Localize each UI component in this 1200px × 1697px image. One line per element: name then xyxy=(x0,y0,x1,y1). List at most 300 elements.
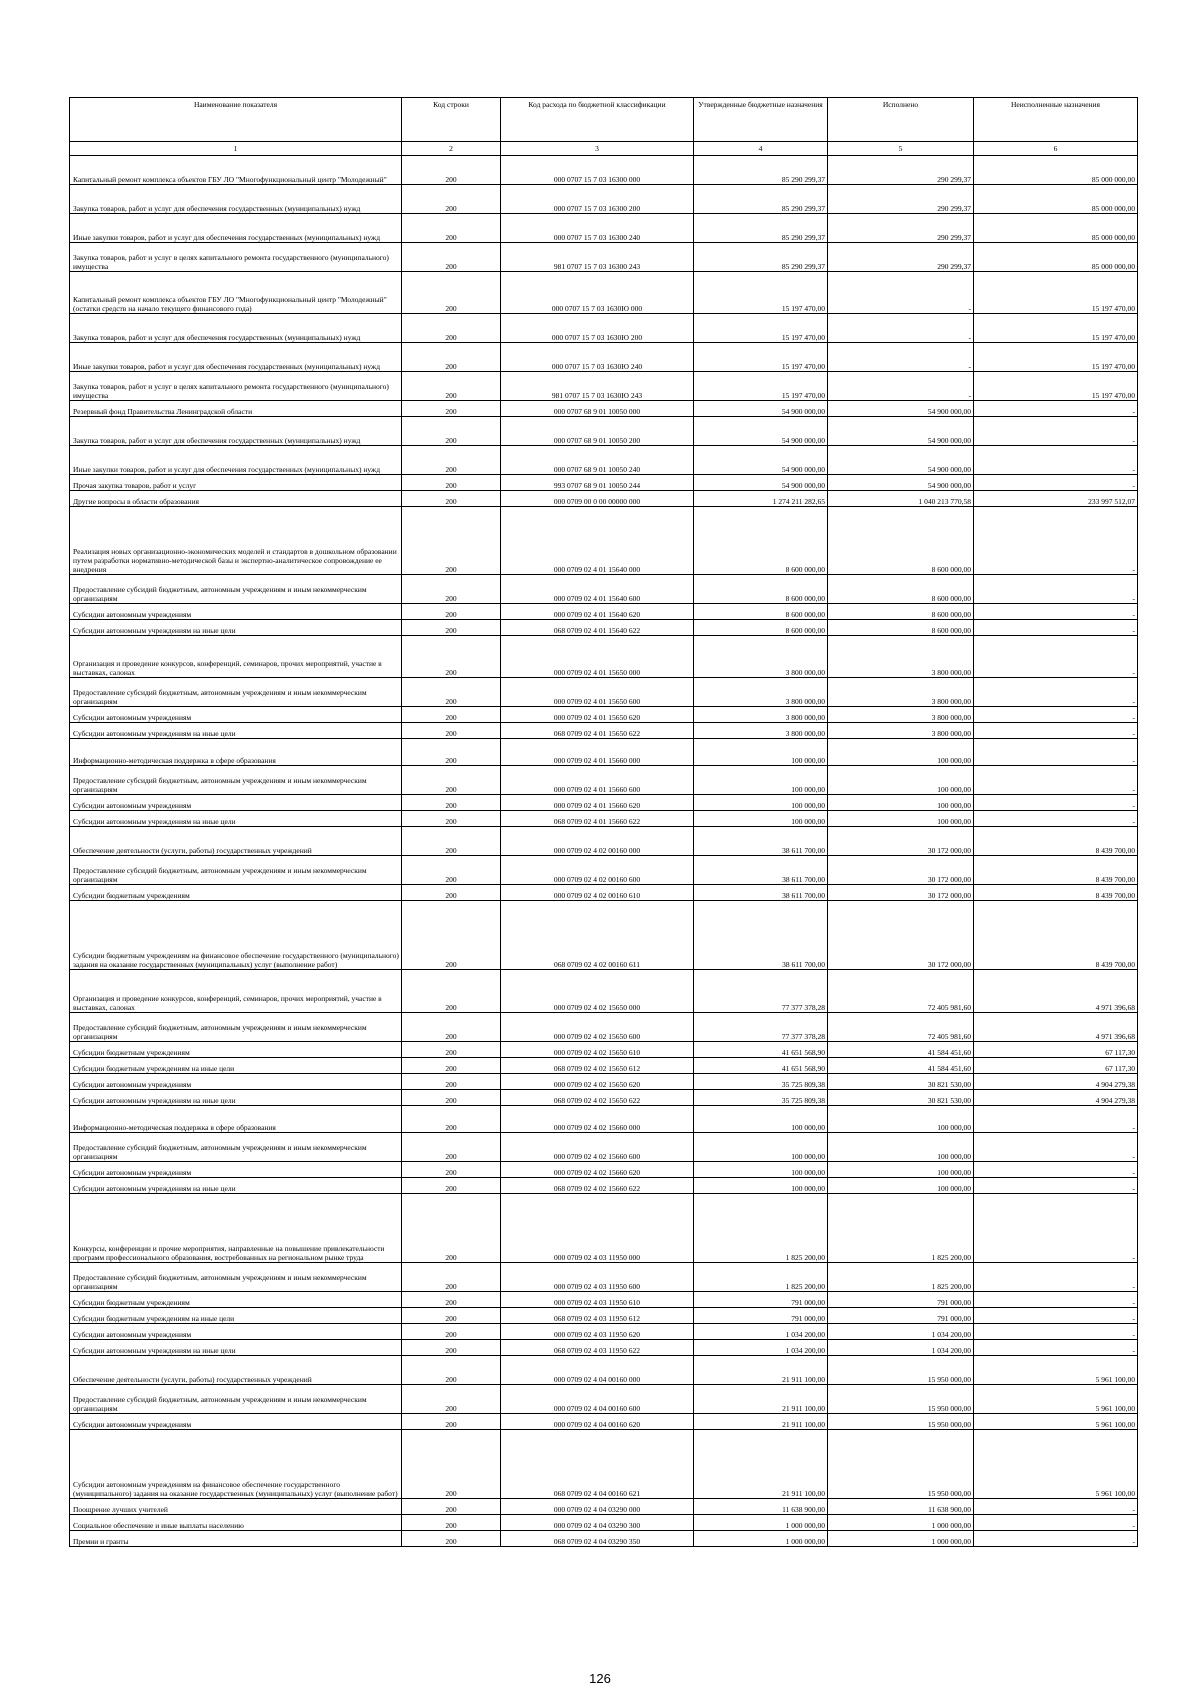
cell-unexecuted: 8 439 700,00 xyxy=(974,856,1138,885)
table-row xyxy=(70,475,1138,491)
cell-code: 200 xyxy=(402,343,501,372)
cell-unexecuted: 85 000 000,00 xyxy=(974,156,1138,185)
cell-name: Иные закупки товаров, работ и услуг для обеспечения государственных (муниципальных) нужд xyxy=(70,446,402,475)
cell-kbk: 000 0707 15 7 03 16300 200 xyxy=(501,185,694,214)
cell-name: Организация и проведение конкурсов, конференций, семинаров, прочих мероприятий, участие в выставках, салонах xyxy=(70,636,402,678)
cell-approved: 8 600 000,00 xyxy=(694,620,828,636)
cell-unexecuted: - xyxy=(974,1162,1138,1178)
table-row xyxy=(70,970,1138,1013)
cell-code: 200 xyxy=(402,1178,501,1194)
table-row xyxy=(70,766,1138,795)
cell-code: 200 xyxy=(402,1058,501,1074)
cell-code: 200 xyxy=(402,475,501,491)
cell-name: Предоставление субсидий бюджетным, автономным учреждениям и иным некоммерческим организациям xyxy=(70,575,402,604)
cell-executed: 15 950 000,00 xyxy=(828,1356,974,1385)
cell-approved: 21 911 100,00 xyxy=(694,1356,828,1385)
cell-executed: 290 299,37 xyxy=(828,156,974,185)
table-row xyxy=(70,604,1138,620)
cell-approved: 100 000,00 xyxy=(694,739,828,766)
cell-approved: 11 638 900,00 xyxy=(694,1499,828,1515)
cell-executed: 54 900 000,00 xyxy=(828,475,974,491)
cell-executed: 41 584 451,60 xyxy=(828,1042,974,1058)
header-executed: Исполнено xyxy=(828,98,974,142)
page-number: 126 xyxy=(589,1671,611,1686)
cell-executed: 100 000,00 xyxy=(828,1106,974,1133)
table-row xyxy=(70,885,1138,901)
cell-code: 200 xyxy=(402,314,501,343)
table-row xyxy=(70,1292,1138,1308)
table-row xyxy=(70,1013,1138,1042)
cell-kbk: 000 0709 02 4 03 11950 600 xyxy=(501,1263,694,1292)
cell-approved: 85 290 299,37 xyxy=(694,156,828,185)
cell-unexecuted: 5 961 100,00 xyxy=(974,1356,1138,1385)
cell-executed: 1 034 200,00 xyxy=(828,1340,974,1356)
cell-executed: - xyxy=(828,272,974,314)
cell-code: 200 xyxy=(402,1090,501,1106)
cell-approved: 41 651 568,90 xyxy=(694,1042,828,1058)
column-number: 3 xyxy=(501,142,694,156)
cell-unexecuted: - xyxy=(974,795,1138,811)
cell-code: 200 xyxy=(402,739,501,766)
column-number: 5 xyxy=(828,142,974,156)
cell-name: Предоставление субсидий бюджетным, автономным учреждениям и иным некоммерческим организациям xyxy=(70,1385,402,1414)
cell-name: Предоставление субсидий бюджетным, автономным учреждениям и иным некоммерческим организациям xyxy=(70,678,402,707)
cell-unexecuted: 5 961 100,00 xyxy=(974,1430,1138,1499)
cell-code: 200 xyxy=(402,214,501,243)
column-number: 4 xyxy=(694,142,828,156)
cell-unexecuted: 8 439 700,00 xyxy=(974,885,1138,901)
cell-name: Премии и гранты xyxy=(70,1531,402,1547)
cell-name: Капитальный ремонт комплекса объектов ГБУ ЛО "Многофункциональный центр "Молодежный" xyxy=(70,156,402,185)
cell-name: Закупка товаров, работ и услуг для обеспечения государственных (муниципальных) нужд xyxy=(70,417,402,446)
cell-code: 200 xyxy=(402,1499,501,1515)
cell-approved: 1 034 200,00 xyxy=(694,1324,828,1340)
table-row xyxy=(70,636,1138,678)
cell-code: 200 xyxy=(402,1414,501,1430)
cell-executed: 54 900 000,00 xyxy=(828,417,974,446)
cell-name: Субсидии автономным учреждениям xyxy=(70,1074,402,1090)
cell-name: Другие вопросы в области образования xyxy=(70,491,402,507)
cell-approved: 1 825 200,00 xyxy=(694,1263,828,1292)
cell-executed: 1 040 213 770,58 xyxy=(828,491,974,507)
cell-executed: 30 172 000,00 xyxy=(828,827,974,856)
cell-kbk: 068 0709 02 4 02 15650 612 xyxy=(501,1058,694,1074)
cell-approved: 38 611 700,00 xyxy=(694,827,828,856)
cell-code: 200 xyxy=(402,1308,501,1324)
cell-approved: 100 000,00 xyxy=(694,1106,828,1133)
cell-executed: 100 000,00 xyxy=(828,795,974,811)
cell-unexecuted: - xyxy=(974,1263,1138,1292)
table-row xyxy=(70,1308,1138,1324)
cell-unexecuted: 85 000 000,00 xyxy=(974,214,1138,243)
cell-code: 200 xyxy=(402,1340,501,1356)
cell-kbk: 000 0709 02 4 03 11950 620 xyxy=(501,1324,694,1340)
cell-kbk: 068 0709 02 4 01 15650 622 xyxy=(501,723,694,739)
cell-approved: 8 600 000,00 xyxy=(694,575,828,604)
cell-code: 200 xyxy=(402,856,501,885)
cell-code: 200 xyxy=(402,766,501,795)
cell-code: 200 xyxy=(402,636,501,678)
cell-kbk: 000 0709 02 4 02 15660 620 xyxy=(501,1162,694,1178)
cell-unexecuted: - xyxy=(974,678,1138,707)
cell-unexecuted: - xyxy=(974,766,1138,795)
cell-name: Субсидии автономным учреждениям на иные цели xyxy=(70,1178,402,1194)
cell-approved: 21 911 100,00 xyxy=(694,1385,828,1414)
table-row xyxy=(70,1515,1138,1531)
cell-unexecuted: 233 997 512,07 xyxy=(974,491,1138,507)
cell-unexecuted: - xyxy=(974,1340,1138,1356)
cell-unexecuted: - xyxy=(974,811,1138,827)
cell-approved: 100 000,00 xyxy=(694,766,828,795)
cell-kbk: 000 0707 15 7 03 1630Ю 200 xyxy=(501,314,694,343)
cell-executed: 3 800 000,00 xyxy=(828,636,974,678)
cell-name: Капитальный ремонт комплекса объектов ГБУ ЛО "Многофункциональный центр "Молодежный" (остатки средств на начало текущего финансового года) xyxy=(70,272,402,314)
cell-kbk: 000 0709 02 4 02 15650 000 xyxy=(501,970,694,1013)
table-row xyxy=(70,507,1138,575)
cell-approved: 3 800 000,00 xyxy=(694,678,828,707)
cell-unexecuted: - xyxy=(974,401,1138,417)
cell-kbk: 000 0707 15 7 03 16300 000 xyxy=(501,156,694,185)
cell-name: Предоставление субсидий бюджетным, автономным учреждениям и иным некоммерческим организациям xyxy=(70,856,402,885)
cell-approved: 38 611 700,00 xyxy=(694,901,828,970)
cell-unexecuted: 15 197 470,00 xyxy=(974,314,1138,343)
cell-unexecuted: 67 117,30 xyxy=(974,1058,1138,1074)
cell-name: Субсидии автономным учреждениям xyxy=(70,1414,402,1430)
table-row xyxy=(70,1340,1138,1356)
cell-executed: 72 405 981,60 xyxy=(828,1013,974,1042)
cell-kbk: 000 0709 02 4 04 03290 000 xyxy=(501,1499,694,1515)
cell-executed: 290 299,37 xyxy=(828,243,974,272)
table-row xyxy=(70,901,1138,970)
cell-code: 200 xyxy=(402,1042,501,1058)
budget-table xyxy=(69,97,1138,1547)
table-row xyxy=(70,214,1138,243)
cell-name: Обеспечение деятельности (услуги, работы) государственных учреждений xyxy=(70,827,402,856)
table-row xyxy=(70,1106,1138,1133)
cell-unexecuted: 4 971 396,68 xyxy=(974,1013,1138,1042)
cell-code: 200 xyxy=(402,243,501,272)
cell-code: 200 xyxy=(402,1385,501,1414)
column-number-row xyxy=(70,142,1138,156)
cell-kbk: 000 0709 02 4 02 00160 000 xyxy=(501,827,694,856)
cell-kbk: 068 0709 02 4 03 11950 612 xyxy=(501,1308,694,1324)
cell-approved: 21 911 100,00 xyxy=(694,1430,828,1499)
table-row xyxy=(70,739,1138,766)
cell-approved: 100 000,00 xyxy=(694,1178,828,1194)
cell-approved: 100 000,00 xyxy=(694,811,828,827)
cell-executed: 3 800 000,00 xyxy=(828,723,974,739)
cell-kbk: 068 0709 02 4 02 15660 622 xyxy=(501,1178,694,1194)
table-row xyxy=(70,243,1138,272)
cell-code: 200 xyxy=(402,723,501,739)
cell-kbk: 068 0709 02 4 01 15660 622 xyxy=(501,811,694,827)
cell-unexecuted: - xyxy=(974,1499,1138,1515)
cell-code: 200 xyxy=(402,1531,501,1547)
table-row xyxy=(70,1385,1138,1414)
cell-unexecuted: - xyxy=(974,1531,1138,1547)
table-row xyxy=(70,620,1138,636)
table-row xyxy=(70,1356,1138,1385)
cell-name: Субсидии автономным учреждениям на иные цели xyxy=(70,1090,402,1106)
cell-unexecuted: - xyxy=(974,475,1138,491)
cell-kbk: 000 0709 02 4 02 15650 620 xyxy=(501,1074,694,1090)
cell-approved: 41 651 568,90 xyxy=(694,1058,828,1074)
cell-executed: 100 000,00 xyxy=(828,1178,974,1194)
cell-executed: 290 299,37 xyxy=(828,214,974,243)
cell-kbk: 000 0709 02 4 04 00160 600 xyxy=(501,1385,694,1414)
cell-executed: 8 600 000,00 xyxy=(828,507,974,575)
cell-code: 200 xyxy=(402,1013,501,1042)
cell-kbk: 068 0709 02 4 02 00160 611 xyxy=(501,901,694,970)
cell-executed: 290 299,37 xyxy=(828,185,974,214)
cell-kbk: 000 0709 02 4 03 11950 000 xyxy=(501,1194,694,1263)
cell-executed: 1 000 000,00 xyxy=(828,1531,974,1547)
cell-kbk: 000 0709 02 4 02 15660 600 xyxy=(501,1133,694,1162)
table-row xyxy=(70,156,1138,185)
cell-name: Субсидии бюджетным учреждениям на финансовое обеспечение государственного (муниципального) задания на оказание государственных (муниципальных) услуг (выполнение работ) xyxy=(70,901,402,970)
cell-name: Иные закупки товаров, работ и услуг для обеспечения государственных (муниципальных) нужд xyxy=(70,343,402,372)
cell-name: Субсидии бюджетным учреждениям на иные цели xyxy=(70,1308,402,1324)
cell-approved: 100 000,00 xyxy=(694,1162,828,1178)
cell-name: Субсидии бюджетным учреждениям на иные цели xyxy=(70,1058,402,1074)
cell-approved: 15 197 470,00 xyxy=(694,272,828,314)
cell-executed: 54 900 000,00 xyxy=(828,446,974,475)
cell-approved: 1 274 211 282,65 xyxy=(694,491,828,507)
cell-executed: 791 000,00 xyxy=(828,1308,974,1324)
cell-kbk: 068 0709 02 4 04 00160 621 xyxy=(501,1430,694,1499)
table-row xyxy=(70,856,1138,885)
cell-executed: 30 821 530,00 xyxy=(828,1090,974,1106)
cell-code: 200 xyxy=(402,1074,501,1090)
cell-kbk: 981 0707 15 7 03 16300 243 xyxy=(501,243,694,272)
column-number: 2 xyxy=(402,142,501,156)
cell-code: 200 xyxy=(402,575,501,604)
cell-name: Субсидии бюджетным учреждениям xyxy=(70,885,402,901)
cell-executed: 8 600 000,00 xyxy=(828,575,974,604)
table-row xyxy=(70,1531,1138,1547)
table-row xyxy=(70,1133,1138,1162)
cell-executed: 15 950 000,00 xyxy=(828,1430,974,1499)
cell-kbk: 068 0709 02 4 03 11950 622 xyxy=(501,1340,694,1356)
cell-name: Информационно-методическая поддержка в сфере образования xyxy=(70,1106,402,1133)
cell-executed: 41 584 451,60 xyxy=(828,1058,974,1074)
table-body xyxy=(70,156,1138,1547)
cell-name: Субсидии автономным учреждениям xyxy=(70,795,402,811)
cell-approved: 54 900 000,00 xyxy=(694,401,828,417)
cell-name: Субсидии автономным учреждениям xyxy=(70,1324,402,1340)
header-approved: Утвержденные бюджетные назначения xyxy=(694,98,828,142)
cell-unexecuted: - xyxy=(974,575,1138,604)
cell-unexecuted: - xyxy=(974,507,1138,575)
cell-code: 200 xyxy=(402,446,501,475)
cell-kbk: 000 0709 02 4 02 00160 600 xyxy=(501,856,694,885)
cell-code: 200 xyxy=(402,885,501,901)
table-row xyxy=(70,795,1138,811)
cell-unexecuted: - xyxy=(974,1178,1138,1194)
cell-unexecuted: 4 971 396,68 xyxy=(974,970,1138,1013)
cell-name: Закупка товаров, работ и услуг для обеспечения государственных (муниципальных) нужд xyxy=(70,314,402,343)
table-row xyxy=(70,1324,1138,1340)
cell-name: Предоставление субсидий бюджетным, автономным учреждениям и иным некоммерческим организациям xyxy=(70,1133,402,1162)
cell-name: Предоставление субсидий бюджетным, автономным учреждениям и иным некоммерческим организациям xyxy=(70,766,402,795)
cell-kbk: 000 0709 02 4 01 15640 620 xyxy=(501,604,694,620)
cell-name: Субсидии автономным учреждениям на иные цели xyxy=(70,811,402,827)
cell-unexecuted: - xyxy=(974,604,1138,620)
cell-kbk: 068 0709 02 4 04 03290 350 xyxy=(501,1531,694,1547)
budget-execution-sheet xyxy=(69,97,1137,1547)
cell-code: 200 xyxy=(402,620,501,636)
cell-executed: 30 821 530,00 xyxy=(828,1074,974,1090)
cell-code: 200 xyxy=(402,417,501,446)
cell-name: Резервный фонд Правительства Ленинградской области xyxy=(70,401,402,417)
cell-unexecuted: - xyxy=(974,417,1138,446)
cell-unexecuted: 15 197 470,00 xyxy=(974,372,1138,401)
cell-approved: 85 290 299,37 xyxy=(694,214,828,243)
cell-unexecuted: - xyxy=(974,620,1138,636)
table-header-row xyxy=(70,98,1138,142)
cell-kbk: 000 0709 02 4 02 00160 610 xyxy=(501,885,694,901)
cell-code: 200 xyxy=(402,401,501,417)
cell-approved: 1 034 200,00 xyxy=(694,1340,828,1356)
cell-executed: 791 000,00 xyxy=(828,1292,974,1308)
cell-executed: 3 800 000,00 xyxy=(828,678,974,707)
cell-executed: 30 172 000,00 xyxy=(828,901,974,970)
cell-kbk: 000 0709 02 4 01 15640 600 xyxy=(501,575,694,604)
table-row xyxy=(70,446,1138,475)
cell-unexecuted: - xyxy=(974,1308,1138,1324)
cell-kbk: 000 0709 02 4 02 15650 610 xyxy=(501,1042,694,1058)
cell-approved: 3 800 000,00 xyxy=(694,723,828,739)
table-row xyxy=(70,707,1138,723)
cell-approved: 54 900 000,00 xyxy=(694,475,828,491)
cell-code: 200 xyxy=(402,1263,501,1292)
cell-executed: 3 800 000,00 xyxy=(828,707,974,723)
cell-executed: - xyxy=(828,314,974,343)
cell-code: 200 xyxy=(402,827,501,856)
cell-approved: 1 000 000,00 xyxy=(694,1531,828,1547)
cell-kbk: 068 0709 02 4 01 15640 622 xyxy=(501,620,694,636)
cell-approved: 8 600 000,00 xyxy=(694,507,828,575)
cell-executed: 100 000,00 xyxy=(828,739,974,766)
table-row xyxy=(70,314,1138,343)
cell-name: Субсидии автономным учреждениям на иные цели xyxy=(70,620,402,636)
cell-code: 200 xyxy=(402,1356,501,1385)
column-number: 1 xyxy=(70,142,402,156)
cell-unexecuted: 85 000 000,00 xyxy=(974,185,1138,214)
cell-approved: 77 377 378,28 xyxy=(694,1013,828,1042)
cell-code: 200 xyxy=(402,970,501,1013)
cell-kbk: 000 0707 68 9 01 10050 200 xyxy=(501,417,694,446)
table-row xyxy=(70,827,1138,856)
cell-executed: 8 600 000,00 xyxy=(828,620,974,636)
cell-name: Социальное обеспечение и иные выплаты населению xyxy=(70,1515,402,1531)
cell-code: 200 xyxy=(402,156,501,185)
table-row xyxy=(70,1074,1138,1090)
cell-approved: 15 197 470,00 xyxy=(694,343,828,372)
table-row xyxy=(70,575,1138,604)
cell-approved: 35 725 809,38 xyxy=(694,1090,828,1106)
cell-kbk: 000 0707 15 7 03 1630Ю 000 xyxy=(501,272,694,314)
cell-approved: 35 725 809,38 xyxy=(694,1074,828,1090)
cell-kbk: 000 0709 02 4 02 15660 000 xyxy=(501,1106,694,1133)
cell-name: Иные закупки товаров, работ и услуг для обеспечения государственных (муниципальных) нужд xyxy=(70,214,402,243)
cell-approved: 15 197 470,00 xyxy=(694,314,828,343)
cell-code: 200 xyxy=(402,1162,501,1178)
header-code: Код строки xyxy=(402,98,501,142)
cell-executed: 15 950 000,00 xyxy=(828,1385,974,1414)
table-row xyxy=(70,372,1138,401)
cell-name: Субсидии автономным учреждениям на иные цели xyxy=(70,723,402,739)
table-row xyxy=(70,417,1138,446)
cell-unexecuted: - xyxy=(974,1106,1138,1133)
cell-name: Субсидии автономным учреждениям xyxy=(70,1162,402,1178)
cell-code: 200 xyxy=(402,1194,501,1263)
table-row xyxy=(70,678,1138,707)
cell-approved: 85 290 299,37 xyxy=(694,185,828,214)
cell-unexecuted: 8 439 700,00 xyxy=(974,901,1138,970)
table-row xyxy=(70,491,1138,507)
cell-executed: 1 000 000,00 xyxy=(828,1515,974,1531)
cell-code: 200 xyxy=(402,1430,501,1499)
cell-approved: 15 197 470,00 xyxy=(694,372,828,401)
cell-executed: 100 000,00 xyxy=(828,1133,974,1162)
cell-unexecuted: - xyxy=(974,739,1138,766)
cell-unexecuted: 5 961 100,00 xyxy=(974,1414,1138,1430)
cell-code: 200 xyxy=(402,272,501,314)
cell-approved: 85 290 299,37 xyxy=(694,243,828,272)
cell-unexecuted: - xyxy=(974,1324,1138,1340)
cell-name: Конкурсы, конференции и прочие мероприятия, направленные на повышение привлекательности программ профессионального образования, востребованных на региональном рынке труда xyxy=(70,1194,402,1263)
cell-executed: 100 000,00 xyxy=(828,766,974,795)
cell-unexecuted: 5 961 100,00 xyxy=(974,1385,1138,1414)
cell-approved: 38 611 700,00 xyxy=(694,885,828,901)
header-unexecuted: Неисполненные назначения xyxy=(974,98,1138,142)
cell-approved: 3 800 000,00 xyxy=(694,636,828,678)
table-row xyxy=(70,1162,1138,1178)
cell-unexecuted: - xyxy=(974,723,1138,739)
cell-executed: 1 825 200,00 xyxy=(828,1194,974,1263)
table-row xyxy=(70,1090,1138,1106)
cell-approved: 54 900 000,00 xyxy=(694,417,828,446)
table-row xyxy=(70,1263,1138,1292)
cell-name: Субсидии автономным учреждениям на иные цели xyxy=(70,1340,402,1356)
table-row xyxy=(70,1178,1138,1194)
cell-code: 200 xyxy=(402,1324,501,1340)
cell-executed: 1 034 200,00 xyxy=(828,1324,974,1340)
cell-name: Закупка товаров, работ и услуг в целях капитального ремонта государственного (муниципального) имущества xyxy=(70,372,402,401)
cell-executed: 1 825 200,00 xyxy=(828,1263,974,1292)
table-row xyxy=(70,811,1138,827)
cell-kbk: 000 0709 00 0 00 00000 000 xyxy=(501,491,694,507)
cell-name: Организация и проведение конкурсов, конференций, семинаров, прочих мероприятий, участие в выставках, салонах xyxy=(70,970,402,1013)
cell-code: 200 xyxy=(402,372,501,401)
table-row xyxy=(70,1042,1138,1058)
cell-unexecuted: - xyxy=(974,1133,1138,1162)
cell-kbk: 000 0709 02 4 04 00160 620 xyxy=(501,1414,694,1430)
cell-name: Субсидии бюджетным учреждениям xyxy=(70,1042,402,1058)
cell-name: Предоставление субсидий бюджетным, автономным учреждениям и иным некоммерческим организациям xyxy=(70,1263,402,1292)
cell-unexecuted: - xyxy=(974,707,1138,723)
cell-kbk: 000 0709 02 4 03 11950 610 xyxy=(501,1292,694,1308)
cell-unexecuted: 15 197 470,00 xyxy=(974,343,1138,372)
cell-code: 200 xyxy=(402,1106,501,1133)
cell-unexecuted: 15 197 470,00 xyxy=(974,272,1138,314)
cell-kbk: 000 0709 02 4 01 15660 620 xyxy=(501,795,694,811)
cell-kbk: 993 0707 68 9 01 10050 244 xyxy=(501,475,694,491)
cell-approved: 8 600 000,00 xyxy=(694,604,828,620)
cell-code: 200 xyxy=(402,811,501,827)
cell-executed: 30 172 000,00 xyxy=(828,856,974,885)
